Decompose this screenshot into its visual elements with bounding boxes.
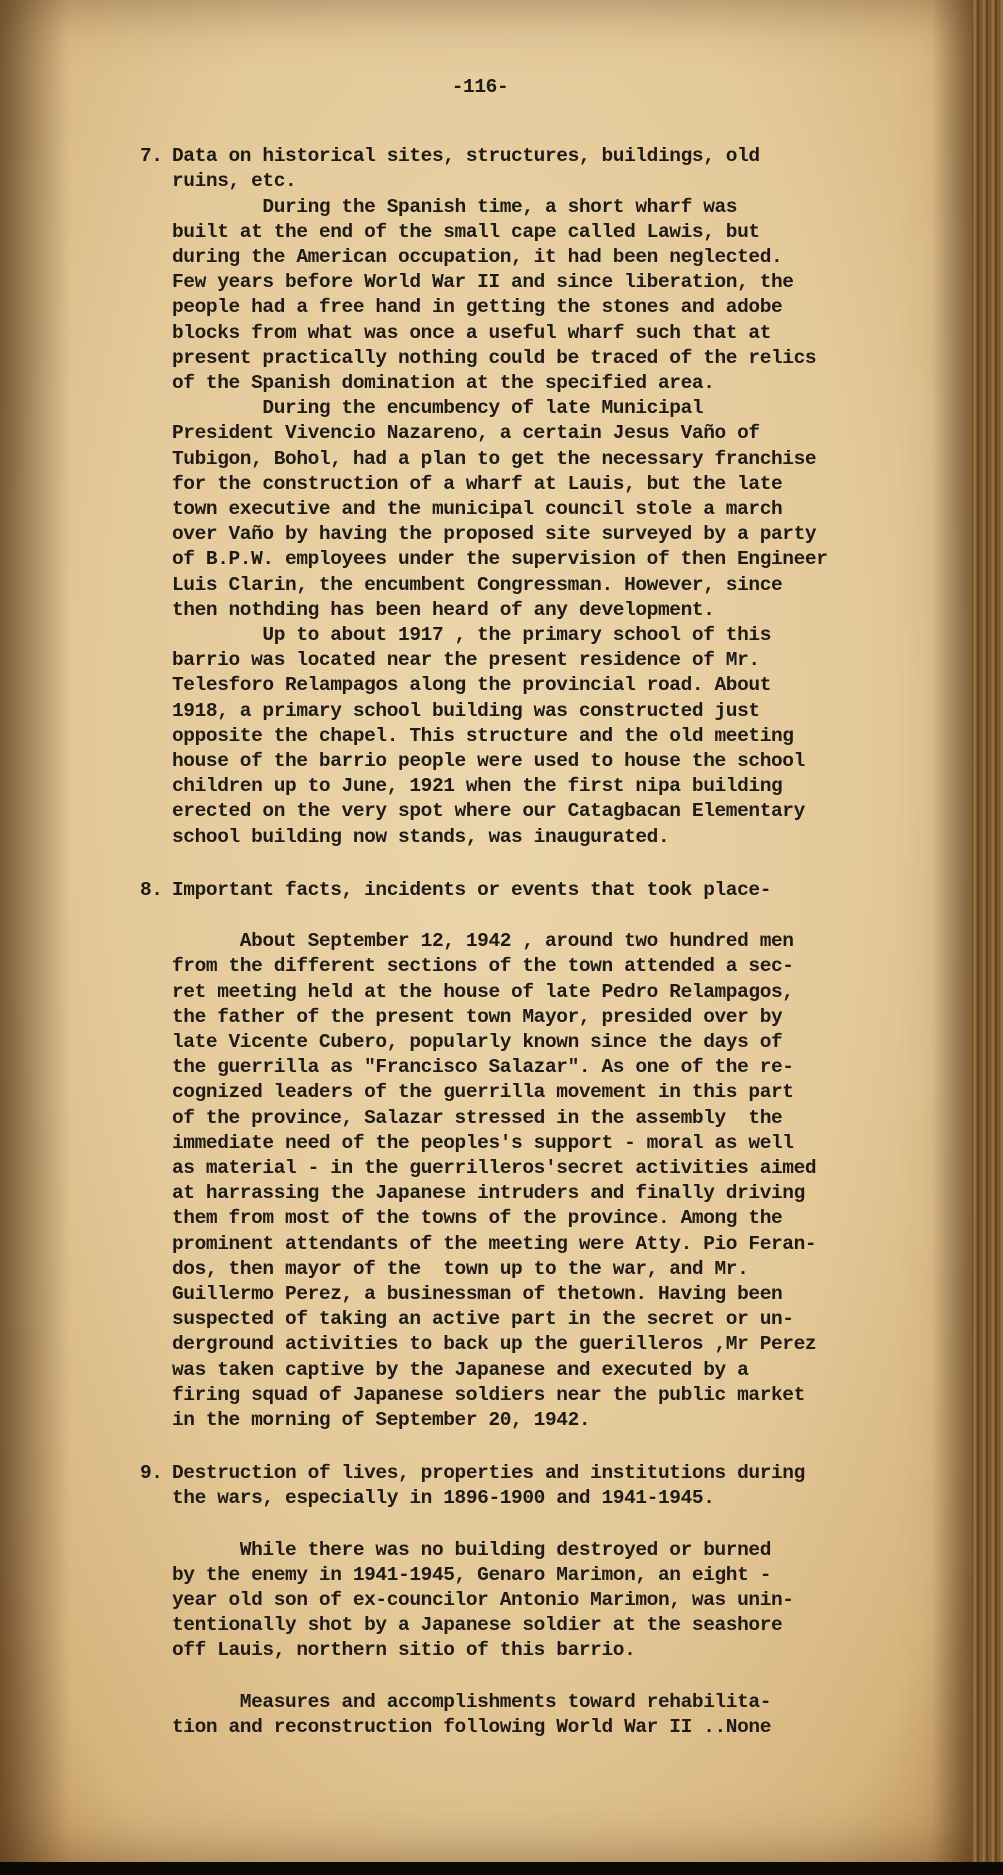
text-line: President Vivencio Nazareno, a certain Jesus Vaño of — [172, 422, 760, 445]
section-7 — [140, 144, 920, 850]
spacer — [140, 1433, 920, 1461]
text-line: over Vaño by having the proposed site surveyed by a party — [172, 523, 817, 546]
text-line: Up to about 1917 , the primary school of this — [172, 624, 772, 647]
text-line: suspected of taking an active part in the secret or un- — [172, 1308, 794, 1331]
text-line: children up to June, 1921 when the first nipa building — [172, 775, 783, 798]
heading-line: Destruction of lives, properties and institutions during — [172, 1462, 805, 1485]
text-line: firing squad of Japanese soldiers near the public market — [172, 1383, 805, 1406]
text-line: house of the barrio people were used to house the school — [172, 750, 805, 773]
heading-line: Important facts, incidents or events that took place- — [172, 878, 772, 901]
heading-line: Data on historical sites, structures, buildings, old — [172, 145, 760, 168]
text-line: tentionally shot by a Japanese soldier at the seashore — [172, 1614, 783, 1637]
text-line: While there was no building destroyed or burned — [172, 1538, 772, 1561]
section-number: 8. — [140, 878, 163, 901]
text-line: Tubigon, Bohol, had a plan to get the necessary franchise — [172, 447, 817, 470]
text-line: the father of the present town Mayor, presided over by — [172, 1005, 783, 1028]
text-line: of B.P.W. employees under the supervision of then Engineer — [172, 548, 828, 571]
section-number: 9. — [140, 1462, 163, 1485]
section-heading — [140, 878, 920, 903]
text-line: off Lauis, northern sitio of this barrio. — [172, 1639, 636, 1662]
page-shadow-left — [0, 0, 70, 1862]
heading-line: the wars, especially in 1896-1900 and 1941-1945. — [172, 1487, 715, 1510]
text-line: derground activities to back up the guerilleros ,Mr Perez — [172, 1333, 817, 1356]
spacer — [140, 850, 920, 878]
text-line: built at the end of the small cape called Lawis, but — [172, 220, 760, 243]
text-line: Measures and accomplishments toward rehabilita- — [172, 1690, 772, 1713]
heading-line: ruins, etc. — [172, 170, 297, 193]
book-binding — [972, 0, 1003, 1875]
text-line: at harrassing the Japanese intruders and finally driving — [172, 1182, 805, 1205]
scan-bottom-edge — [0, 1862, 1003, 1875]
text-line: opposite the chapel. This structure and the old meeting — [172, 724, 794, 747]
page-shadow-right — [932, 0, 972, 1862]
section-number: 7. — [140, 145, 163, 168]
section-heading — [140, 1461, 920, 1511]
page-number: -116- — [451, 76, 509, 98]
paragraph — [140, 1538, 920, 1664]
text-line: school building now stands, was inaugurated. — [172, 825, 670, 848]
text-line: then nothding has been heard of any development. — [172, 598, 715, 621]
text-line: Telesforo Relampagos along the provincial road. About — [172, 674, 772, 697]
text-line: as material - in the guerrilleros'secret activities aimed — [172, 1156, 817, 1179]
typed-text-body — [140, 75, 920, 1740]
text-line: About September 12, 1942 , around two hundred men — [172, 930, 794, 953]
text-line: Luis Clarin, the encumbent Congressman. However, since — [172, 573, 783, 596]
section-8 — [140, 878, 920, 1433]
text-line: for the construction of a wharf at Lauis, but the late — [172, 472, 783, 495]
text-line: of the Spanish domination at the specified area. — [172, 372, 715, 395]
spacer — [140, 1664, 920, 1690]
text-line: from the different sections of the town attended a sec- — [172, 955, 794, 978]
text-line: blocks from what was once a useful wharf such that at — [172, 321, 772, 344]
text-line: them from most of the towns of the province. Among the — [172, 1207, 783, 1230]
text-line: ret meeting held at the house of late Pedro Relampagos, — [172, 980, 794, 1003]
text-line: in the morning of September 20, 1942. — [172, 1408, 591, 1431]
text-line: dos, then mayor of the town up to the war, and Mr. — [172, 1257, 749, 1280]
text-line: of the province, Salazar stressed in the assembly the — [172, 1106, 783, 1129]
paragraph — [140, 929, 920, 1433]
text-line: prominent attendants of the meeting were Atty. Pio Feran- — [172, 1232, 817, 1255]
text-line: tion and reconstruction following World War II ..None — [172, 1715, 772, 1738]
text-line: was taken captive by the Japanese and executed by a — [172, 1358, 749, 1381]
text-line: cognized leaders of the guerrilla movement in this part — [172, 1081, 794, 1104]
text-line: barrio was located near the present residence of Mr. — [172, 649, 760, 672]
text-line: the guerrilla as "Francisco Salazar". As one of the re- — [172, 1056, 794, 1079]
text-line: 1918, a primary school building was constructed just — [172, 699, 760, 722]
paragraph — [140, 1690, 920, 1740]
text-line: by the enemy in 1941-1945, Genaro Marimon, an eight - — [172, 1563, 772, 1586]
spacer — [140, 903, 920, 929]
text-line: During the encumbency of late Municipal — [172, 397, 704, 420]
text-line: erected on the very spot where our Catagbacan Elementary — [172, 800, 805, 823]
text-line: immediate need of the peoples's support - moral as well — [172, 1131, 794, 1154]
text-line: during the American occupation, it had been neglected. — [172, 246, 783, 269]
paragraph — [140, 195, 920, 850]
section-9 — [140, 1461, 920, 1740]
text-line: town executive and the municipal council stole a march — [172, 498, 783, 521]
text-line: year old son of ex-councilor Antonio Marimon, was unin- — [172, 1588, 794, 1611]
text-line: people had a free hand in getting the stones and adobe — [172, 296, 783, 319]
text-line: late Vicente Cubero, popularly known since the days of — [172, 1030, 783, 1053]
text-line: During the Spanish time, a short wharf was — [172, 195, 738, 218]
spacer — [140, 1512, 920, 1538]
section-heading — [140, 144, 920, 194]
text-line: Few years before World War II and since liberation, the — [172, 271, 794, 294]
text-line: Guillermo Perez, a businessman of thetown. Having been — [172, 1282, 783, 1305]
text-line: present practically nothing could be traced of the relics — [172, 346, 817, 369]
